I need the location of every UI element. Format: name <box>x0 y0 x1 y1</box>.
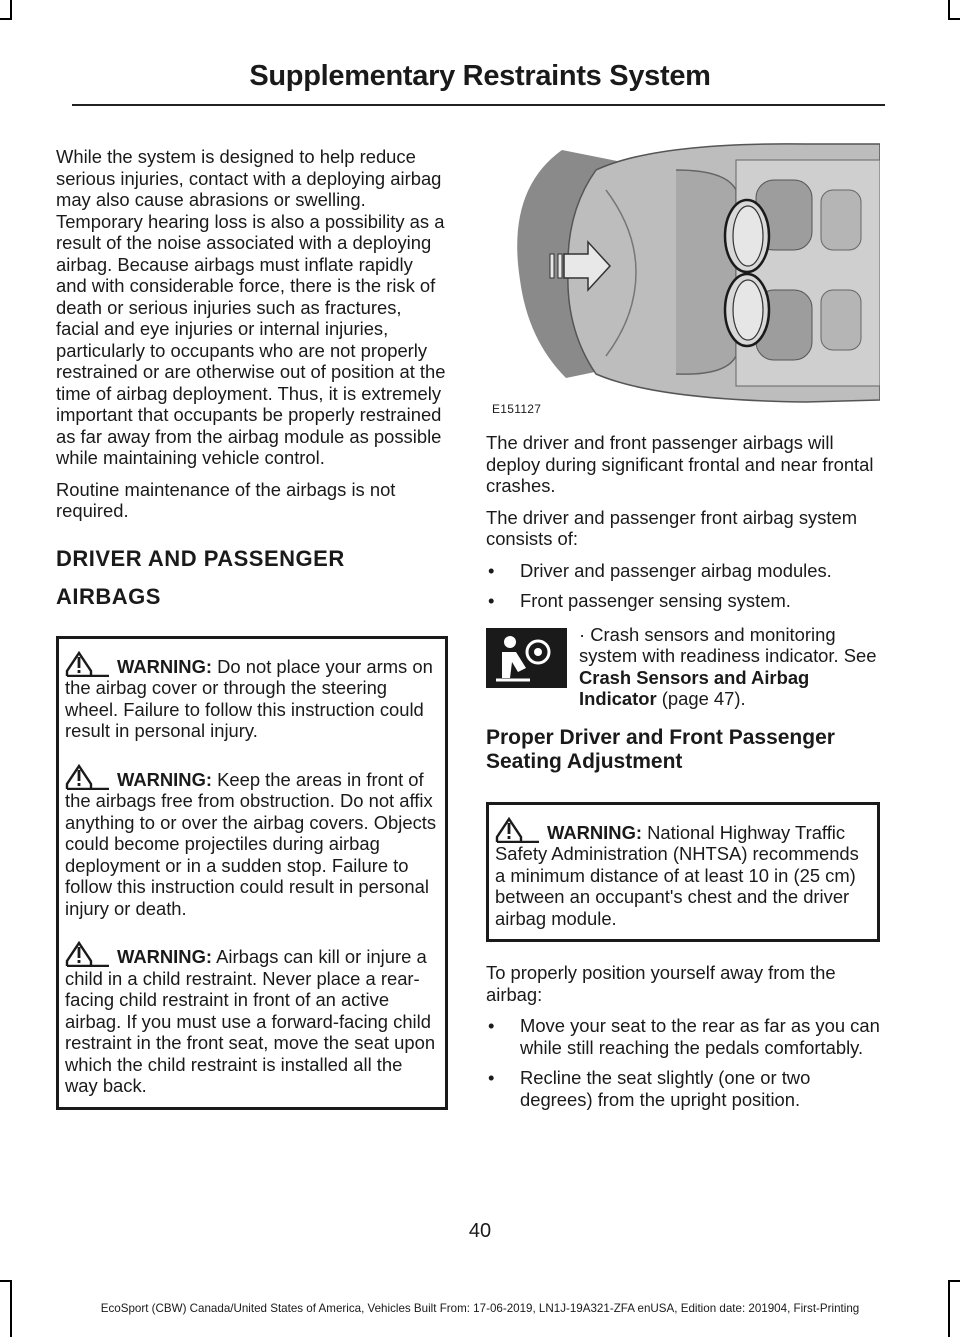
warning-box <box>486 802 880 943</box>
warning-label: WARNING: <box>547 821 643 843</box>
warning-triangle-icon <box>65 651 113 677</box>
warning-item <box>65 651 437 742</box>
right-column <box>486 432 880 1120</box>
figure-label: E151127 <box>492 402 542 416</box>
list-item: • Move your seat to the rear as far as you can while still reaching the pedals comfortably. <box>488 1015 880 1058</box>
page-number: 40 <box>468 1220 492 1242</box>
car-top-view-illustration <box>486 130 880 420</box>
airbag-deployment-figure <box>486 130 880 420</box>
warning-label: WARNING: <box>117 946 213 967</box>
list-item: • Recline the seat slightly (one or two degrees) from the upright position. <box>488 1067 811 1110</box>
crash-sensor-block <box>486 624 880 710</box>
system-paragraph: The driver and passenger front airbag system consists of: <box>486 506 858 549</box>
warning-triangle-icon <box>495 817 543 843</box>
warning-item <box>65 941 437 1097</box>
airbag-warning-icon <box>486 628 567 688</box>
crash-sensor-paragraph: · Crash sensors and monitoring system with readiness indicator. See Crash Sensors and Airbag Indicator (page 47). <box>579 623 877 709</box>
warning-label: WARNING: <box>117 768 213 790</box>
warning-text: Do not place your arms on the airbag cover or through the steering wheel. Failure to follow this instruction could result in personal injury. <box>65 655 433 741</box>
positioning-list <box>486 1015 880 1110</box>
component-list <box>486 560 880 612</box>
crop-mark <box>948 1280 960 1282</box>
deploy-paragraph: The driver and front passenger airbags will deploy during significant frontal and near frontal crashes. <box>486 432 874 496</box>
warning-triangle-icon <box>65 764 113 790</box>
bullet: • <box>488 1067 495 1088</box>
crop-mark <box>10 0 12 20</box>
warning-item <box>495 817 869 930</box>
bullet: • <box>488 590 495 611</box>
warning-text: Keep the areas in front of the airbags free from obstruction. Do not affix anything to or over the airbag covers. Objects could become projectiles during airbag deployment or in a sudden stop. Failure to follow this instruction could result in personal injury or death. <box>65 768 437 919</box>
crop-mark <box>0 18 12 20</box>
list-item: • Front passenger sensing system. <box>488 590 791 611</box>
warning-item <box>65 764 437 920</box>
warning-text: Airbags can kill or injure a child in a child restraint. Never place a rear-facing child restraint in front of an active airbag. If you must use a forward-facing child restraint in the front seat, move the seat upon which the child restraint is installed all the way back. <box>65 946 436 1096</box>
list-item: • Driver and passenger airbag modules. <box>488 559 832 581</box>
warning-box <box>56 636 448 1110</box>
crash-sensor-link[interactable]: Crash Sensors and Airbag Indicator <box>579 666 810 709</box>
bullet: • <box>488 559 495 581</box>
warning-label: WARNING: <box>117 655 213 677</box>
left-column <box>56 146 448 1110</box>
subheading: Proper Driver and Front Passenger Seating Adjustment <box>486 725 835 773</box>
crop-mark <box>948 18 960 20</box>
warning-text: National Highway Traffic Safety Administration (NHTSA) recommends a minimum distance of at least 10 in (25 cm) between an occupant's chest and the driver airbag module. <box>495 821 859 929</box>
header-divider <box>72 104 885 106</box>
position-paragraph: To properly position yourself away from the airbag: <box>486 962 836 1005</box>
warning-triangle-icon <box>65 941 113 967</box>
page-title: Supplementary Restraints System <box>249 60 711 92</box>
section-heading: DRIVER AND PASSENGER AIRBAGS <box>56 545 345 609</box>
intro-paragraph: While the system is designed to help reduce serious injuries, contact with a deploying airbag may also cause abrasions or swelling. Temporary hearing loss is also a possibility as a result of the noise associated with a deploying airbag. Because airbags must inflate rapidly and with considerable force, there is the risk of death or serious injuries such as fractures, facial and eye injuries or internal injuries, particularly to occupants who are not properly restrained or are otherwise out of position at the time of airbag deployment. Thus, it is extremely important that occupants be properly restrained as far away from the airbag module as possible while maintaining vehicle control. <box>56 146 446 468</box>
footer-text: EcoSport (CBW) Canada/United States of America, Vehicles Built From: 17-06-2019, LN1J-19A321-ZFA enUSA, Edition date: 201904, First-Printing <box>100 1302 860 1315</box>
bullet: • <box>488 1015 495 1036</box>
crop-mark <box>0 1280 12 1282</box>
maintenance-paragraph: Routine maintenance of the airbags is not required. <box>56 478 396 521</box>
crop-mark <box>948 0 950 20</box>
